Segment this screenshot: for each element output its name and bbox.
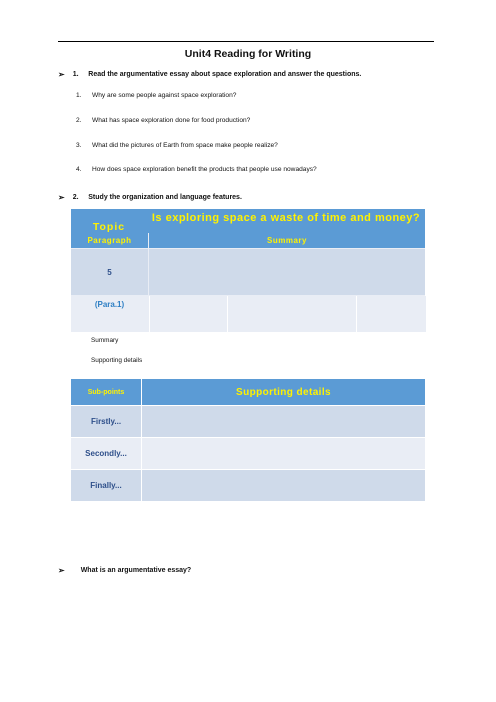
summary-header: Summary [149,233,425,248]
topic-question: Is exploring space a waste of time and money? [147,209,425,233]
top-rule [58,41,434,42]
supporting-details-label: Supporting details [91,357,143,364]
para1-cell-1[interactable] [149,296,228,332]
section-1-heading [58,70,361,79]
page-title: Unit4 Reading for Writing [184,48,312,60]
section-3-text: What is an argumentative essay? [80,567,192,574]
subpoints-header: Sub-points [71,379,141,405]
question-number: 2. [76,117,82,124]
section-3-heading [58,566,191,575]
para1-cell-2[interactable] [227,296,356,332]
row-label-finally: Finally... [71,470,141,501]
topic-label: Topic [71,209,147,233]
arrow-bullet-icon: ➢ [58,193,65,202]
question-text: What did the pictures of Earth from space make people realize? [92,142,278,149]
arrow-bullet-icon: ➢ [58,566,65,575]
row-label-firstly: Firstly... [71,406,141,437]
organization-table [71,209,425,332]
para1-cell-3[interactable] [356,296,426,332]
question-2 [76,117,250,124]
row-label-5: 5 [71,249,148,295]
firstly-cell[interactable] [142,406,425,437]
question-1 [76,92,236,99]
secondly-cell[interactable] [142,438,425,469]
supporting-details-table [71,379,425,502]
question-number: 4. [76,166,82,173]
question-text: What has space exploration done for food production? [92,117,251,124]
question-number: 3. [76,142,82,149]
finally-cell[interactable] [142,470,425,501]
row-label-secondly: Secondly... [71,438,141,469]
question-text: Why are some people against space exploration? [92,92,237,99]
section-2-heading [58,193,242,202]
question-number: 1. [76,92,82,99]
arrow-bullet-icon: ➢ [58,70,65,79]
row-label-para1: (Para.1) [94,300,125,309]
supporting-details-header: Supporting details [142,379,425,405]
summary-cell[interactable] [149,249,425,295]
summary-label: Summary [91,337,119,344]
question-text: How does space exploration benefit the products that people use nowadays? [92,166,317,173]
paragraph-header: Paragraph [71,233,148,248]
section-2-text: 2. Study the organization and language features. [72,194,242,201]
question-4 [76,166,317,173]
question-3 [76,142,278,149]
section-1-text: 1. Read the argumentative essay about space exploration and answer the questions. [72,71,362,78]
